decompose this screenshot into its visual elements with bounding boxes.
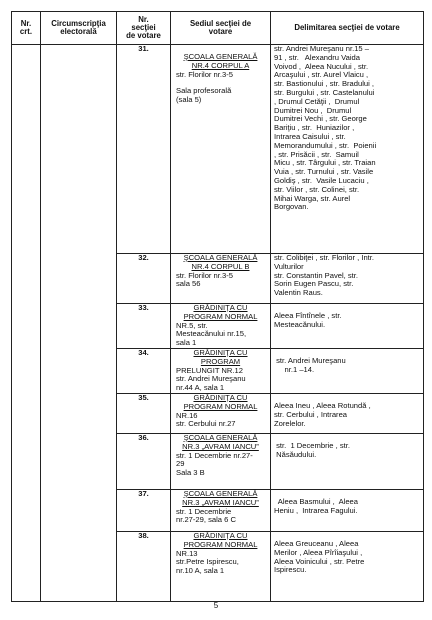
delimitation-line: str. Cerbului , Intrarea: [274, 409, 348, 419]
header-sediul: Sediul secţiei de votare: [171, 12, 271, 45]
section-number: 36.: [117, 433, 171, 489]
venue-name-line: NR.4 CORPUL A: [191, 60, 250, 70]
delimitation-line: Vulturilor: [274, 261, 304, 271]
section-delimitation: [271, 254, 424, 304]
delimitation-line: Aleea Basmului , Aleea: [274, 496, 359, 506]
section-venue: [171, 489, 271, 531]
venue-name-line: ŞCOALA GENERALĂ: [183, 253, 258, 262]
delimitation-line: nr.1 –14.: [274, 364, 315, 374]
section-number: 31.: [117, 45, 171, 254]
delimitation-line: 91 , str. Alexandru Vaida: [274, 52, 360, 62]
delimitation-line: str. Colibiţei , str. Florilor , Intr.: [274, 253, 375, 262]
section-venue: [171, 304, 271, 349]
venue-name-line: GRĂDINIŢA CU: [193, 530, 248, 540]
header-delimitare: Delimitarea secţiei de votare: [271, 12, 424, 45]
section-number: 32.: [117, 254, 171, 304]
delimitation-line: Borgovan.: [274, 202, 309, 212]
delimitation-line: Arcaşului , str. Aurel Vlaicu ,: [274, 70, 369, 80]
section-delimitation: [271, 393, 424, 433]
delimitation-line: Mihai Warga, str. Aurel: [274, 193, 351, 203]
delimitation-line: , Drumul Cetăţii , Drumul: [274, 96, 360, 106]
delimitation-line: str. 1 Decembrie , str.: [274, 440, 350, 450]
venue-address-line: nr.27-29, sala 6 C: [176, 515, 236, 525]
delimitation-line: Vuia , str. Turnului , str. Vasile: [274, 167, 374, 177]
venue-name-line: NR.3 „AVRAM IANCU”: [182, 497, 259, 507]
delimitation-line: str. Burgului , str. Castelanului: [274, 87, 375, 97]
section-delimitation: [271, 433, 424, 489]
header-circumscriptie: Circumscripţia electorală: [41, 12, 117, 45]
venue-address-line: Sala 3 B: [176, 468, 205, 478]
delimitation-line: Mesteacănului.: [274, 319, 326, 329]
venue-address-line: nr.44 A, sala 1: [176, 383, 225, 393]
section-venue: [171, 433, 271, 489]
venue-address-line: str. 1 Decembrie nr.27-: [176, 450, 253, 460]
delimitation-line: Zorelelor.: [274, 418, 306, 428]
section-delimitation: [271, 304, 424, 349]
venue-name-line: NR.4 CORPUL B: [191, 261, 250, 271]
venue-name-line: NR.3 „AVRAM IANCU”: [182, 441, 259, 451]
venue-name-line: ŞCOALA GENERALĂ: [183, 52, 258, 61]
venue-name-line: ŞCOALA GENERALĂ: [183, 488, 258, 498]
delimitation-line: Aleea Fîntînele , str.: [274, 311, 342, 320]
section-venue: [171, 348, 271, 393]
section-delimitation: [271, 348, 424, 393]
venue-name-line: PROGRAM: [200, 356, 241, 366]
table-header-row: [12, 12, 424, 45]
header-nr-ord: Nr. crt.: [12, 12, 41, 45]
delimitation-line: Năsăudului.: [274, 449, 317, 459]
section-number: 37.: [117, 489, 171, 531]
venue-name-line: GRĂDINIŢA CU: [193, 303, 248, 312]
venue-name-line: PROGRAM NORMAL: [183, 401, 258, 411]
venue-name-line: GRĂDINIŢA CU: [193, 347, 248, 357]
section-number: 35.: [117, 393, 171, 433]
delimitation-line: Aleea Voinicului , str. Petre: [274, 556, 365, 566]
venue-address-line: sala 56: [176, 279, 201, 289]
delimitation-line: Micu , str. Târgului , str. Traian: [274, 158, 376, 168]
venue-address-line: PRELUNGIT NR.12: [176, 365, 243, 375]
delimitation-line: Valentin Raus.: [274, 288, 323, 298]
section-venue: [171, 45, 271, 254]
venue-address-line: NR.16: [176, 410, 198, 420]
venue-address-line: str.Petre Ispirescu,: [176, 557, 239, 567]
delimitation-line: str. Andrei Mureşanu: [274, 355, 346, 365]
delimitation-line: str. Bastionului , str. Bradului ,: [274, 79, 375, 89]
polling-sections-table: [11, 11, 424, 602]
delimitation-line: str. Andrei Mureşanu nr.15 –: [274, 44, 369, 53]
venue-name-line: ŞCOALA GENERALĂ: [183, 432, 258, 442]
table-body: [12, 45, 424, 602]
section-number: 34.: [117, 348, 171, 393]
delimitation-line: Dumitrei Nou , Drumul: [274, 105, 352, 115]
venue-address-line: str. Cerbului nr.27: [176, 419, 236, 429]
section-delimitation: [271, 489, 424, 531]
venue-address-line: 29: [176, 459, 185, 469]
delimitation-line: Aleea Greuceanu , Aleea: [274, 538, 359, 548]
delimitation-line: str. Viilor , str. Colinei, str.: [274, 184, 360, 194]
section-venue: [171, 393, 271, 433]
page-number: 5: [213, 601, 219, 610]
venue-address-line: Sala profesorală: [176, 86, 232, 96]
delimitation-line: Heniu , Intrarea Fagului.: [274, 505, 358, 515]
venue-name-line: PROGRAM NORMAL: [183, 539, 258, 549]
venue-address-line: str. 1 Decembrie: [176, 506, 232, 516]
section-number: 33.: [117, 304, 171, 349]
section-delimitation: [271, 45, 424, 254]
delimitation-line: Voivod , Aleea Nucului , str.: [274, 61, 369, 71]
delimitation-line: Bariţiu , str. Huniazilor ,: [274, 123, 355, 133]
venue-address-line: (sala 5): [176, 95, 202, 105]
delimitation-line: Dumitrei Vechi , str. George: [274, 114, 367, 124]
table-row: [12, 45, 424, 254]
delimitation-line: str. Constantin Pavel, str.: [274, 270, 358, 280]
delimitation-line: Ispirescu.: [274, 565, 307, 575]
delimitation-line: , str. Prisăcii , str. Samuil: [274, 149, 359, 159]
delimitation-line: Aleea Ineu , Aleea Rotundă ,: [274, 400, 371, 410]
venue-address-line: sala 1: [176, 338, 197, 348]
circumscriptie-cell: [41, 45, 117, 602]
venue-name-line: GRĂDINIŢA CU: [193, 392, 248, 402]
delimitation-line: Memorandumului , str. Poienii: [274, 140, 377, 150]
venue-address-line: str. Florilor nr.3-5: [176, 270, 233, 280]
venue-address-line: NR.13: [176, 548, 198, 558]
venue-address-line: Mesteacănului nr.15,: [176, 329, 247, 339]
venue-address-line: NR.5, str.: [176, 320, 208, 330]
section-venue: [171, 531, 271, 601]
delimitation-line: Intrarea Caisului , str.: [274, 131, 346, 141]
header-nr-sectiei: Nr. secţiei de votare: [117, 12, 171, 45]
section-number: 38.: [117, 531, 171, 601]
venue-address-line: str. Florilor nr.3-5: [176, 69, 233, 79]
venue-address-line: str. Andrei Mureşanu: [176, 374, 246, 384]
delimitation-line: Sorin Eugen Pascu, str.: [274, 279, 354, 289]
section-venue: [171, 254, 271, 304]
venue-address-line: nr.10 A, sala 1: [176, 566, 225, 576]
venue-name-line: PROGRAM NORMAL: [183, 311, 258, 321]
delimitation-line: Goldiş , str. Vasile Lucaciu ,: [274, 175, 369, 185]
delimitation-line: Merilor , Aleea Pîrîiaşului ,: [274, 547, 363, 557]
section-delimitation: [271, 531, 424, 601]
nr-ord-cell: [12, 45, 41, 602]
